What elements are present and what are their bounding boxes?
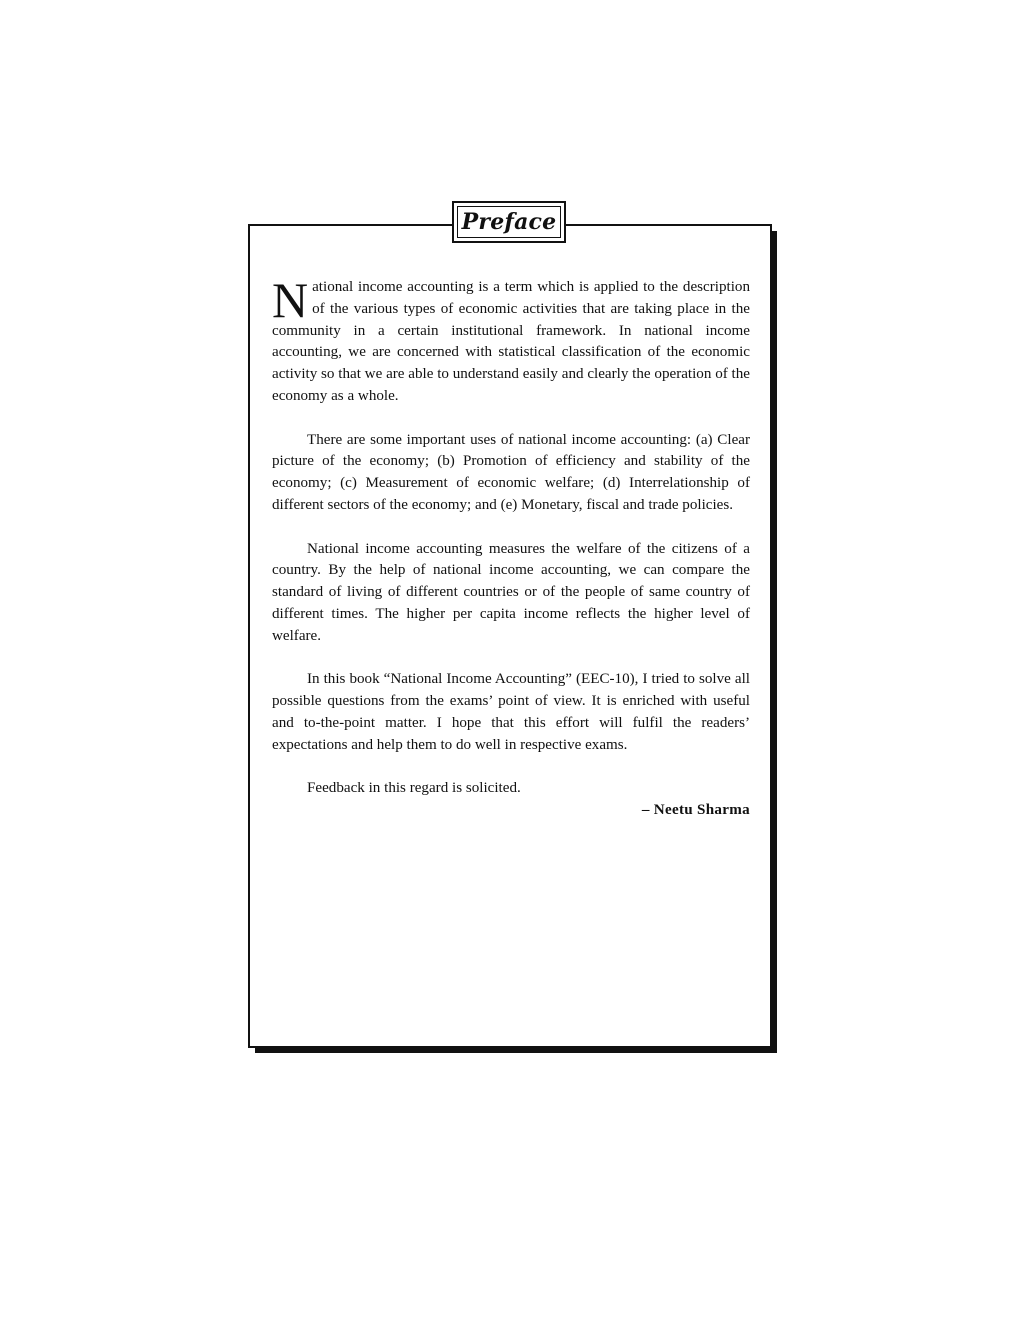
page-title: Preface (461, 209, 557, 235)
title-box (452, 201, 566, 243)
paragraph-1-text: ational income accounting is a term which is applied to the description of the various types of economic activities that are taking place in the community in a certain institutional framework. In national income accounting, we are concerned with statistical classification of the economic activity so that we are able to understand easily and clearly the operation of the economy as a whole. (272, 279, 750, 404)
title-box-inner (457, 206, 561, 238)
paragraph-3: National income accounting measures the welfare of the citizens of a country. By the help of national income accounting, we can compare the standard of living of different countries or of the people of same country of different times. The higher per capita income reflects the higher level of welfare. (272, 540, 750, 644)
drop-cap: N (272, 272, 309, 328)
paragraph-4: In this book “National Income Accounting” (EEC-10), I tried to solve all possible questions from the exams’ point of view. It is enriched with useful and to-the-point matter. I hope that this effort will fulfil the readers’ expectations and help them to do well in respective exams. (272, 671, 750, 753)
author-signature: – Neetu Sharma (641, 802, 750, 819)
paragraph-1 (272, 272, 750, 408)
paragraph-2: There are some important uses of national income accounting: (a) Clear picture of the economy; (b) Promotion of efficiency and stability of the economy; (c) Measurement of economic welfare; (d) Interrelationship of different sectors of the economy; and (e) Monetary, fiscal and trade policies. (272, 431, 750, 513)
paragraph-5: Feedback in this regard is solicited. (307, 780, 521, 797)
preface-body (272, 272, 750, 822)
